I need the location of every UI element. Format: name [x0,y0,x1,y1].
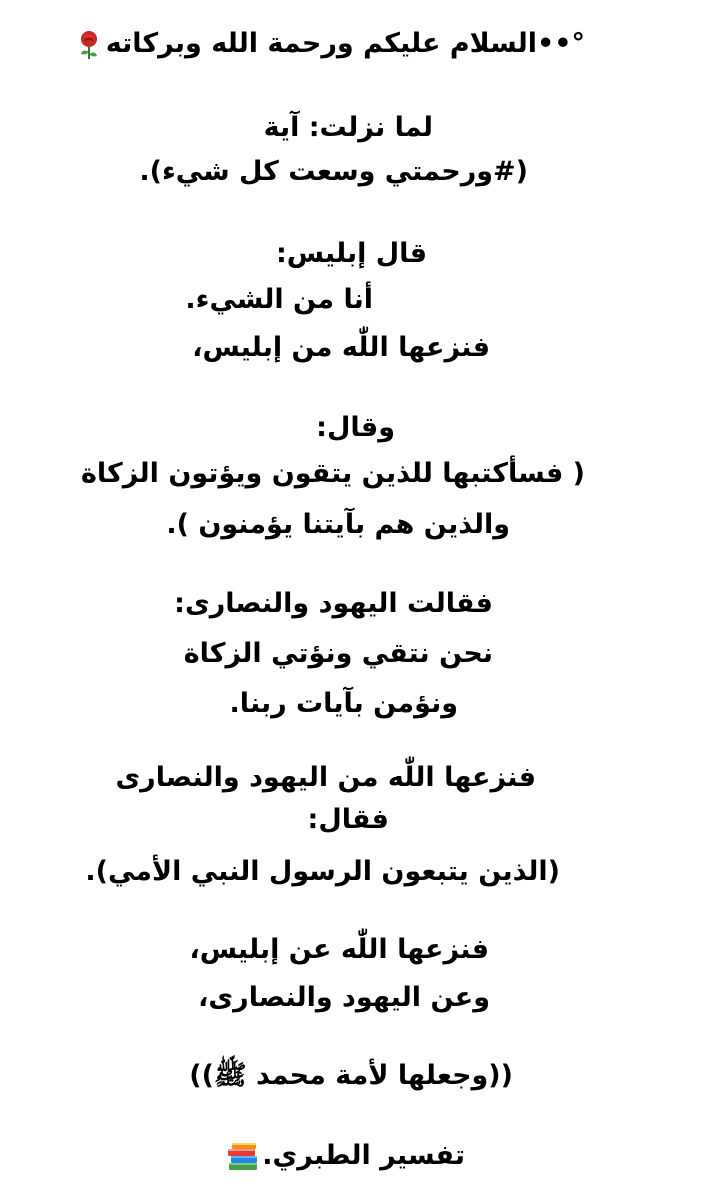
text-line-5: فنزعها اللّٰه من إبليس، [192,332,490,363]
text-line-15: فنزعها اللّٰه عن إبليس، [189,934,489,965]
text-line-4: أنا من الشيء. [185,284,373,315]
text-line-6: وقال: [316,412,395,443]
greeting-text: °••السلام عليكم ورحمة الله وبركاته [105,28,585,59]
rose-icon [78,30,100,60]
greeting-line [78,24,585,64]
source-text: تفسير الطبري. [262,1140,465,1171]
text-line-13: فقال: [307,804,389,835]
books-icon [226,1142,260,1172]
text-line-2: (#ورحمتي وسعت كل شيء). [139,156,528,187]
source-line [226,1136,465,1176]
text-line-11: ونؤمن بآيات ربنا. [229,688,458,719]
text-line-3: قال إبليس: [275,238,427,269]
text-line-7: ( فسأكتبها للذين يتقون ويؤتون الزكاة [80,458,585,489]
text-line-17: ((وجعلها لأمة محمد ﷺ)) [189,1060,513,1091]
text-line-16: وعن اليهود والنصارى، [198,982,490,1013]
text-line-12: فنزعها اللّٰه من اليهود والنصارى [115,762,536,793]
text-line-9: فقالت اليهود والنصارى: [174,588,493,619]
text-line-14: (الذين يتبعون الرسول النبي الأمي). [85,856,560,887]
text-line-8: والذين هم بآيتنا يؤمنون ). [166,509,510,540]
text-line-10: نحن نتقي ونؤتي الزكاة [183,638,493,669]
text-line-1: لما نزلت: آية [263,112,433,143]
